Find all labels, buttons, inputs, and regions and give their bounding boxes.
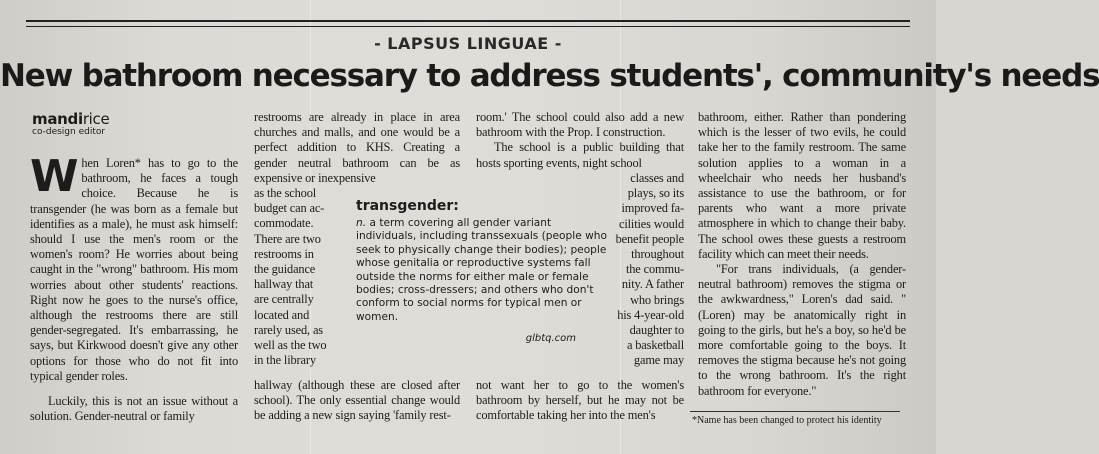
- text-line: budget can ac-: [254, 201, 325, 216]
- paragraph: "For trans individuals, (a gender-neutral bathroom) removes the stigma or the awkwardness," Loren's dad said. "(Loren) may be anatomically right in going to the girls, but he's a boy, so he'd be more comfortable going to the boys. It removes the stigma because he's not going to the wrong bathroom. It's the right bathroom for everyone.": [698, 262, 906, 398]
- paragraph: room.' The school could also add a new bathroom with the Prop. I construction.: [476, 110, 684, 140]
- text-line: commodate.: [254, 216, 314, 231]
- column-2: [254, 110, 460, 186]
- top-rule: [26, 20, 910, 22]
- column-1: [30, 151, 238, 424]
- paragraph: bathroom, either. Rather than pondering which is the lesser of two evils, he could take her to the family restroom. The same solution applies to a woman in a wheelchair who needs her husband's assistance to use the bathroom, or for parents who want a more private atmosphere in which to change their baby. The school owes these guests a restroom facility which can meet their needs.: [698, 110, 906, 261]
- section-title: - LAPSUS LINGUAE -: [374, 34, 562, 53]
- column-4: [698, 110, 906, 399]
- paragraph: Luckily, this is not an issue without a solution. Gender-neutral or family: [30, 394, 238, 424]
- text-line: well as the two: [254, 338, 327, 353]
- column-3-bottom: [476, 378, 684, 424]
- sidebar-source: glbtq.com: [525, 333, 576, 345]
- text-line: hallway that: [254, 277, 314, 292]
- column-2-bottom: [254, 378, 460, 424]
- text-line: who brings: [630, 292, 684, 307]
- text-line: are centrally: [254, 292, 314, 307]
- text-line: the commu-: [625, 262, 684, 277]
- text-line: located and: [254, 307, 310, 322]
- column-3-narrow: [608, 171, 684, 369]
- text-line: cilities would: [618, 216, 684, 231]
- headline: New bathroom necessary to address students', community's needs: [0, 58, 1099, 94]
- text-line: game may: [633, 353, 684, 368]
- text-line: classes and: [630, 171, 684, 185]
- text-line: rarely used, as: [254, 322, 323, 337]
- top-rule-thin: [26, 26, 910, 27]
- column-3: [476, 110, 684, 171]
- definition-text: a term covering all gender variant individuals, including transsexuals (people who seek to physically change their bodies); people whose genitalia or reproductive systems fall outside the norms for either male or female bodies; cross-dressers; and others who don't conform to social norms for typical men or women.: [356, 217, 607, 323]
- column-2-narrow: [254, 186, 338, 368]
- sidebar-definition: [356, 217, 608, 324]
- paragraph: [30, 151, 238, 384]
- part-of-speech: n.: [356, 217, 367, 229]
- paragraph: not want her to go to the women's bathroom by herself, but he may not be comfortable taking her into the men's: [476, 378, 684, 423]
- text-line: his 4-year-old: [617, 307, 684, 322]
- paragraph: restrooms are already in place in area churches and malls, and one would be a perfect addition to KHS. Creating a gender neutral bathroom can be as expensive or inexpensive: [254, 110, 460, 185]
- sidebar-term: transgender:: [356, 198, 459, 214]
- text-line: plays, so its: [627, 186, 684, 201]
- author-role: co-design editor: [32, 127, 106, 137]
- author-last: rice: [82, 110, 110, 128]
- paragraph: The school is a public building that hosts sporting events, night school: [476, 140, 684, 170]
- text-line: the guidance: [254, 262, 316, 277]
- text-line: restrooms in: [254, 246, 314, 261]
- text-line: in the library: [254, 353, 316, 368]
- text-line: benefit people: [615, 231, 684, 246]
- footnote: *Name has been changed to protect his identity: [692, 415, 882, 426]
- text-line: a basketball: [626, 338, 684, 353]
- text-line: as the school: [254, 186, 317, 200]
- text-line: throughout: [631, 247, 684, 262]
- author-name: [32, 110, 109, 128]
- text-line: daughter to: [629, 323, 684, 338]
- author-first: mandi: [32, 110, 83, 128]
- definition-sidebar: [356, 198, 608, 344]
- text-line: nity. A father: [621, 277, 684, 292]
- paragraph-text: hen Loren* has to go to the bathroom, he faces a tough choice. Because he is transgender (he was born as a female but identifies as a male), he must ask himself: should I use the men's room or the women's room? He worries about being caught in the "wrong" bathroom. His mom worries about other students' reactions. Right now he goes to the nurse's office, although the restrooms there are still gender-segregated. It's embarrassing, he says, but Kirkwood doesn't give any other options for those who do not fit into typical gender roles.: [30, 156, 238, 383]
- byline: [32, 110, 109, 137]
- footnote-rule: [690, 411, 900, 412]
- text-line: There are two: [254, 231, 321, 246]
- paragraph: hallway (although these are closed after school). The only essential change would be adding a new sign saying 'family rest-: [254, 378, 460, 423]
- text-line: improved fa-: [621, 201, 684, 216]
- drop-cap: W: [30, 151, 79, 202]
